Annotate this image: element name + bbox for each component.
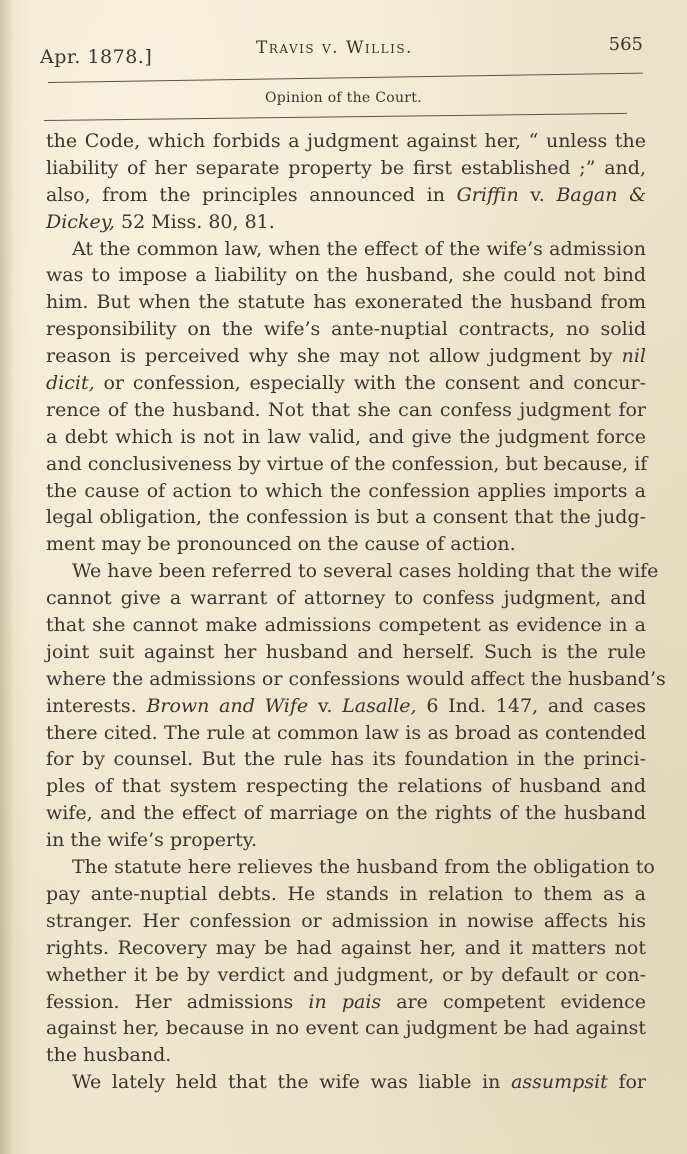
text-line: the Code, which forbids a judgment against her, “ unless the xyxy=(46,130,646,152)
case-name-lasalle: Lasalle, xyxy=(342,694,417,717)
case-name-dickey: Dickey, xyxy=(46,210,115,233)
text-line: ples of that system respecting the relations of husband and xyxy=(46,775,646,798)
text-line: where the admissions or confessions would affect the husband’s xyxy=(46,667,666,690)
text-line: responsibility on the wife’s ante-nuptial contracts, no solid xyxy=(46,318,646,341)
page-number: 565 xyxy=(608,34,643,55)
text-line-part: fession. Her admissions xyxy=(46,990,294,1013)
text-line: cannot give a warrant of attorney to confess judgment, and xyxy=(46,587,646,610)
text-line xyxy=(46,182,646,209)
header-date: Apr. 1878.] xyxy=(40,46,153,68)
text-line: ment may be pronounced on the cause of action. xyxy=(46,533,516,556)
latin-term-dicit: dicit, xyxy=(46,372,95,395)
text-line: At the common law, when the effect of the wife’s admission xyxy=(72,237,646,260)
text-line: rights. Recovery may be had against her, and it matters not xyxy=(46,936,646,959)
versus: v. xyxy=(518,183,557,206)
text-line-part: also, from the principles announced in xyxy=(46,183,445,206)
text-line: there cited. The rule at common law is as broad as contended xyxy=(46,721,646,744)
text-line: for by counsel. But the rule has its foundation in the princi- xyxy=(46,748,646,771)
text-line xyxy=(46,370,646,397)
versus: v. xyxy=(308,694,343,717)
text-line: the cause of action to which the confession applies imports a xyxy=(46,479,646,502)
opinion-text xyxy=(46,128,666,1096)
text-line: rence of the husband. Not that she can confess judgment for xyxy=(46,398,646,421)
latin-term-assumpsit: assumpsit xyxy=(511,1071,608,1094)
text-line-part: interests. xyxy=(46,694,137,717)
text-line-part: or confession, especially with the consent and concur- xyxy=(94,372,646,395)
header-rule-bottom xyxy=(44,113,627,121)
text-line: and conclusiveness by virtue of the confession, but because, if xyxy=(46,452,648,475)
text-line: the husband. xyxy=(46,1044,172,1067)
text-line: liability of her separate property be first established ;” and, xyxy=(46,156,646,179)
text-line: joint suit against her husband and herself. Such is the rule xyxy=(46,640,646,663)
text-line: a debt which is not in law valid, and give the judgment force xyxy=(46,425,646,448)
case-name-bagan: Bagan & xyxy=(556,183,646,206)
text-line xyxy=(46,693,646,720)
latin-term-nil: nil xyxy=(621,345,646,368)
text-line: pay ante-nuptial debts. He stands in relation to them as a xyxy=(46,882,646,905)
text-line: was to impose a liability on the husband, she could not bind xyxy=(46,264,646,287)
text-line: We have been referred to several cases holding that the wife xyxy=(72,560,659,583)
citation: 6 Ind. 147, and cases xyxy=(416,694,646,717)
latin-term-in-pais: in pais xyxy=(308,990,382,1013)
text-line xyxy=(46,1069,646,1096)
text-line: him. But when the statute has exonerated the husband from xyxy=(46,291,646,314)
running-head xyxy=(40,30,643,70)
text-line: in the wife’s property. xyxy=(46,829,258,852)
citation: 52 Miss. 80, 81. xyxy=(114,210,275,233)
text-line-part: reason is perceived why she may not allow judgment by xyxy=(46,345,613,368)
text-line: wife, and the effect of marriage on the rights of the husband xyxy=(46,802,646,825)
text-line xyxy=(46,343,646,370)
text-line: legal obligation, the confession is but a consent that the judg- xyxy=(46,506,646,529)
text-line: against her, because in no event can judgment be had against xyxy=(46,1017,646,1040)
text-line: stranger. Her confession or admission in nowise affects his xyxy=(46,909,646,932)
text-line-part: are competent evidence xyxy=(381,990,646,1013)
section-heading: Opinion of the Court. xyxy=(265,90,422,106)
text-line-part: We lately held that the wife was liable in xyxy=(72,1071,501,1094)
header-case-title: Travis v. Willis. xyxy=(256,38,413,58)
text-line: that she cannot make admissions competent as evidence in a xyxy=(46,614,646,637)
text-line xyxy=(46,989,646,1016)
text-line-part: for xyxy=(607,1071,646,1094)
case-name-griffin: Griffin xyxy=(456,183,519,206)
text-line xyxy=(46,209,646,236)
case-name-brown: Brown and Wife xyxy=(146,694,309,717)
text-line: whether it be by verdict and judgment, or by default or con- xyxy=(46,963,646,986)
header-rule-top xyxy=(48,73,643,83)
text-line: The statute here relieves the husband from the obligation to xyxy=(72,856,655,879)
